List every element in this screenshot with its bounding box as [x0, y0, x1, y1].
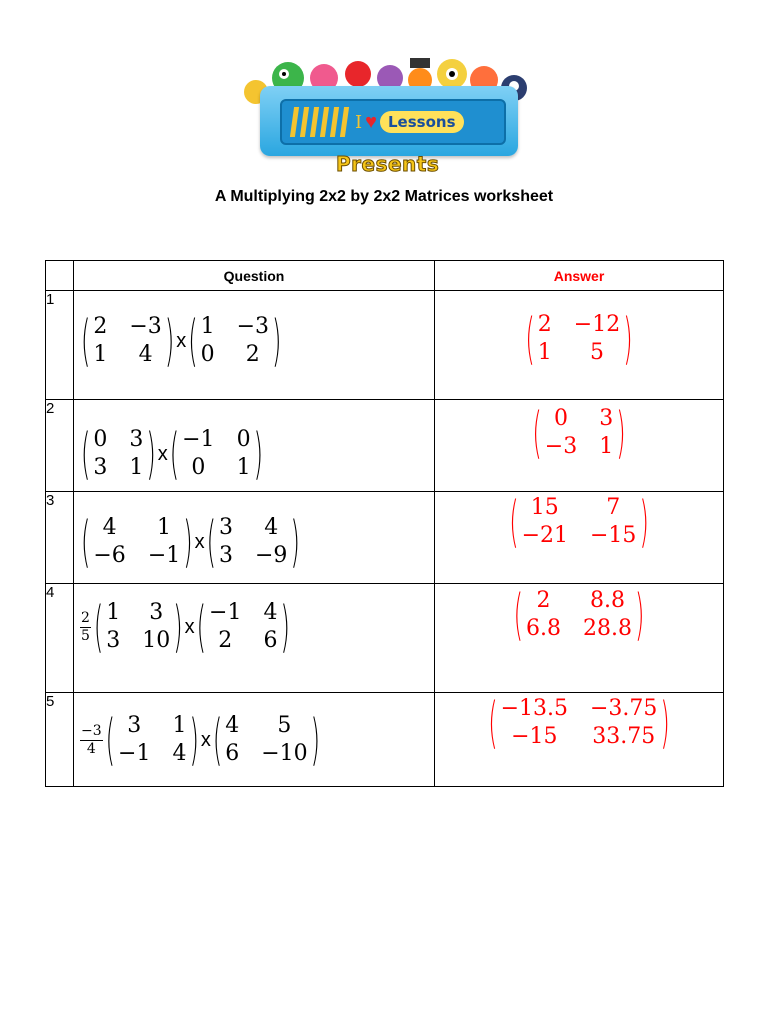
- matrix-cell: −12: [573, 312, 621, 337]
- matrix-cell: 1: [93, 342, 108, 367]
- scalar-fraction: [80, 610, 91, 645]
- matrix: [80, 421, 157, 487]
- matrix-cell: 3: [127, 713, 142, 738]
- matrix-cell: 1: [106, 600, 121, 625]
- matrix-cell: −15: [590, 523, 637, 548]
- answer-expression: [435, 582, 723, 648]
- matrix-cell: 4: [172, 741, 187, 766]
- question-number: 2: [46, 400, 74, 492]
- right-paren: ): [189, 707, 199, 773]
- matrix: [524, 306, 633, 372]
- matrix-grid: [116, 710, 188, 770]
- question-number: 1: [46, 291, 74, 400]
- matrix-cell: 7: [606, 495, 621, 520]
- matrix-cell: −21: [521, 523, 568, 548]
- right-paren: ): [183, 509, 193, 575]
- right-paren: ): [173, 594, 183, 660]
- heart-icon: ♥: [365, 110, 377, 133]
- matrix: [93, 594, 184, 660]
- right-paren: ): [310, 707, 321, 773]
- right-paren: ): [280, 594, 290, 660]
- matrix: [105, 707, 200, 773]
- fraction-denominator: 5: [81, 627, 90, 644]
- matrix-cell: 2: [245, 342, 260, 367]
- matrix-cell: −1: [209, 600, 242, 625]
- right-paren: ): [623, 306, 633, 372]
- logo-text-lessons: Lessons: [380, 111, 464, 133]
- matrix-cell: 1: [200, 314, 215, 339]
- right-paren: ): [634, 582, 645, 648]
- logo-text-presents: Presents: [336, 152, 440, 176]
- question-cell: [74, 400, 435, 492]
- matrix-cell: 6: [263, 628, 278, 653]
- matrix-cell: 1: [599, 434, 614, 459]
- left-paren: (: [93, 594, 104, 660]
- matrix-cell: 1: [236, 455, 251, 480]
- matrix-cell: 4: [264, 515, 279, 540]
- matrix-cell: 3: [219, 543, 233, 568]
- question-expression: [74, 291, 434, 374]
- right-paren: ): [290, 509, 300, 575]
- matrix: [508, 489, 650, 555]
- left-paren: (: [105, 707, 116, 773]
- matrix: [487, 690, 671, 756]
- question-expression: [74, 693, 434, 773]
- right-paren: ): [253, 421, 263, 487]
- fraction-numerator: −3: [81, 722, 102, 739]
- multiply-operator: x: [176, 329, 187, 352]
- matrix-cell: 1: [537, 340, 552, 365]
- matrix-cell: −10: [261, 741, 308, 766]
- question-cell: [74, 584, 435, 693]
- answer-expression: [435, 400, 723, 466]
- matrix: [531, 400, 626, 466]
- header-answer: Answer: [435, 261, 724, 291]
- answer-expression: [435, 690, 723, 756]
- left-paren: (: [532, 400, 542, 466]
- matrix-cell: 5: [277, 713, 292, 738]
- question-number: 4: [46, 584, 74, 693]
- logo-banner: [260, 86, 518, 156]
- matrix-cell: 8.8: [589, 588, 625, 613]
- matrix-cell: −13.5: [500, 696, 568, 721]
- multiply-operator: x: [194, 530, 205, 553]
- matrix-cell: −15: [511, 724, 558, 749]
- left-paren: (: [188, 308, 198, 374]
- matrix-cell: 2: [536, 588, 551, 613]
- matrix-cell: −1: [118, 741, 151, 766]
- matrix-grid: [499, 693, 660, 753]
- matrix-grid: [543, 403, 615, 463]
- right-paren: ): [272, 308, 282, 374]
- matrix-grid: [91, 311, 163, 371]
- matrix-grid: [223, 710, 309, 770]
- matrix-cell: 4: [102, 515, 117, 540]
- matrix-grid: [91, 512, 182, 572]
- left-paren: (: [212, 707, 223, 773]
- answer-cell: [435, 291, 724, 400]
- matrix-cell: 3: [219, 515, 233, 540]
- answer-cell: [435, 489, 724, 584]
- matrix-cell: 6.8: [526, 616, 561, 641]
- left-paren: (: [206, 509, 216, 575]
- matrix-cell: 33.75: [592, 724, 656, 749]
- header-number: [46, 261, 74, 291]
- matrix-cell: 28.8: [583, 616, 632, 641]
- matrix-grid: [104, 597, 172, 657]
- left-paren: (: [509, 489, 519, 555]
- matrix-cell: 3: [106, 628, 121, 653]
- question-cell: [74, 693, 435, 787]
- right-paren: ): [164, 308, 175, 374]
- answer-cell: [435, 690, 724, 787]
- matrix-cell: 3: [149, 600, 164, 625]
- right-paren: ): [146, 421, 156, 487]
- left-paren: (: [81, 421, 91, 487]
- multiply-operator: x: [200, 728, 211, 751]
- matrix-cell: 0: [200, 342, 215, 367]
- answer-cell: [435, 400, 724, 492]
- stripes-icon: [292, 107, 347, 137]
- matrix-cell: 4: [138, 342, 153, 367]
- multiply-operator: x: [184, 615, 195, 638]
- matrix-cell: 2: [93, 314, 108, 339]
- answer-cell: [435, 584, 724, 693]
- question-expression: [74, 492, 434, 575]
- matrix-grid: [520, 492, 639, 552]
- left-paren: (: [513, 582, 523, 648]
- matrix-cell: 0: [93, 427, 108, 452]
- right-paren: ): [660, 690, 670, 756]
- table-row: [46, 492, 724, 584]
- matrix-cell: 6: [225, 741, 240, 766]
- left-paren: (: [488, 690, 498, 756]
- left-paren: (: [196, 594, 207, 660]
- matrix: [80, 308, 175, 374]
- fraction-numerator: 2: [81, 609, 90, 626]
- matrix-cell: −3: [129, 314, 162, 339]
- matrix: [513, 582, 646, 648]
- matrix-cell: 2: [218, 628, 233, 653]
- left-paren: (: [81, 308, 91, 374]
- worksheet-table: [45, 260, 724, 787]
- right-paren: ): [616, 400, 626, 466]
- left-paren: (: [169, 421, 180, 487]
- question-expression: [74, 400, 434, 487]
- header-question: Question: [74, 261, 435, 291]
- matrix-cell: 3: [93, 455, 108, 480]
- matrix-cell: −1: [182, 427, 215, 452]
- matrix-cell: −3: [544, 434, 578, 459]
- question-number: 5: [46, 693, 74, 787]
- worksheet-title: A Multiplying 2x2 by 2x2 Matrices worksheet: [214, 188, 554, 205]
- matrix-cell: 15: [530, 495, 559, 520]
- scalar-fraction: [80, 723, 103, 758]
- question-cell: [74, 492, 435, 584]
- matrix-cell: 0: [554, 406, 568, 431]
- matrix-cell: 1: [129, 455, 144, 480]
- matrix-grid: [91, 424, 145, 484]
- matrix-cell: 3: [129, 427, 144, 452]
- matrix-cell: 10: [142, 628, 171, 653]
- right-paren: ): [639, 489, 649, 555]
- question-expression: [74, 584, 434, 660]
- i-love-lessons-logo: [226, 44, 542, 174]
- matrix-grid: [536, 309, 622, 369]
- answer-expression: [435, 489, 723, 555]
- matrix-grid: [207, 597, 279, 657]
- answer-expression: [435, 291, 723, 372]
- matrix-cell: 5: [590, 340, 604, 365]
- matrix-cell: 2: [537, 312, 552, 337]
- matrix-cell: 3: [599, 406, 614, 431]
- matrix-cell: −1: [147, 543, 181, 568]
- question-cell: [74, 291, 435, 400]
- table-row: [46, 400, 724, 492]
- question-number: 3: [46, 492, 74, 584]
- logo-text-i: I: [355, 111, 363, 133]
- matrix-cell: 0: [191, 455, 206, 480]
- matrix-grid: [524, 585, 634, 645]
- matrix-cell: 4: [263, 600, 278, 625]
- matrix-cell: −3.75: [590, 696, 658, 721]
- matrix-cell: 4: [225, 713, 240, 738]
- matrix-cell: 1: [157, 515, 172, 540]
- matrix-cell: −6: [93, 543, 126, 568]
- matrix-cell: 1: [172, 713, 187, 738]
- table-row: [46, 584, 724, 693]
- matrix-grid: [199, 311, 271, 371]
- fraction-denominator: 4: [86, 740, 96, 757]
- matrix: [187, 308, 282, 374]
- matrix-cell: 0: [236, 427, 251, 452]
- table-row: [46, 693, 724, 787]
- matrix-cell: −9: [255, 543, 288, 568]
- left-paren: (: [525, 306, 535, 372]
- matrix: [196, 594, 291, 660]
- multiply-operator: x: [157, 442, 168, 465]
- left-paren: (: [81, 509, 91, 575]
- matrix: [212, 707, 321, 773]
- matrix-cell: −3: [236, 314, 269, 339]
